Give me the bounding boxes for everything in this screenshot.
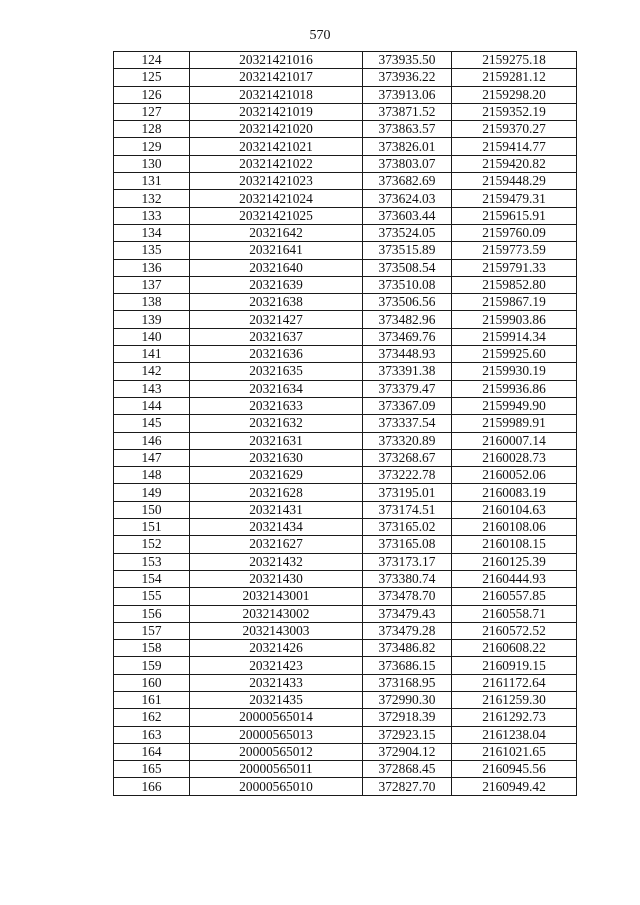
y-coordinate-cell: 2160028.73 — [452, 449, 577, 466]
point-id-cell: 20321426 — [190, 640, 363, 657]
x-coordinate-cell: 373165.08 — [363, 536, 452, 553]
point-id-cell: 20321421017 — [190, 69, 363, 86]
point-id-cell: 20321421025 — [190, 207, 363, 224]
y-coordinate-cell: 2161172.64 — [452, 674, 577, 691]
point-id-cell: 20321630 — [190, 449, 363, 466]
x-coordinate-cell: 373863.57 — [363, 121, 452, 138]
table-row — [114, 743, 577, 760]
point-id-cell: 20321627 — [190, 536, 363, 553]
y-coordinate-cell: 2159773.59 — [452, 242, 577, 259]
x-coordinate-cell: 372868.45 — [363, 761, 452, 778]
row-index-cell: 126 — [114, 86, 190, 103]
row-index-cell: 136 — [114, 259, 190, 276]
coordinates-table — [113, 51, 577, 796]
table-row — [114, 726, 577, 743]
y-coordinate-cell: 2160608.22 — [452, 640, 577, 657]
point-id-cell: 20321421018 — [190, 86, 363, 103]
row-index-cell: 129 — [114, 138, 190, 155]
row-index-cell: 130 — [114, 155, 190, 172]
x-coordinate-cell: 373173.17 — [363, 553, 452, 570]
point-id-cell: 20000565014 — [190, 709, 363, 726]
x-coordinate-cell: 373268.67 — [363, 449, 452, 466]
row-index-cell: 150 — [114, 501, 190, 518]
table-row — [114, 553, 577, 570]
x-coordinate-cell: 373486.82 — [363, 640, 452, 657]
y-coordinate-cell: 2159479.31 — [452, 190, 577, 207]
point-id-cell: 20321421016 — [190, 52, 363, 69]
x-coordinate-cell: 373391.38 — [363, 363, 452, 380]
y-coordinate-cell: 2160945.56 — [452, 761, 577, 778]
x-coordinate-cell: 373936.22 — [363, 69, 452, 86]
row-index-cell: 157 — [114, 622, 190, 639]
y-coordinate-cell: 2161238.04 — [452, 726, 577, 743]
point-id-cell: 20321435 — [190, 691, 363, 708]
table-row — [114, 570, 577, 587]
point-id-cell: 20321421020 — [190, 121, 363, 138]
x-coordinate-cell: 372923.15 — [363, 726, 452, 743]
row-index-cell: 125 — [114, 69, 190, 86]
y-coordinate-cell: 2159925.60 — [452, 346, 577, 363]
y-coordinate-cell: 2160083.19 — [452, 484, 577, 501]
row-index-cell: 132 — [114, 190, 190, 207]
row-index-cell: 151 — [114, 519, 190, 536]
x-coordinate-cell: 373682.69 — [363, 173, 452, 190]
point-id-cell: 20321431 — [190, 501, 363, 518]
row-index-cell: 160 — [114, 674, 190, 691]
row-index-cell: 137 — [114, 276, 190, 293]
table-row — [114, 415, 577, 432]
point-id-cell: 20321636 — [190, 346, 363, 363]
point-id-cell: 20321635 — [190, 363, 363, 380]
x-coordinate-cell: 373367.09 — [363, 397, 452, 414]
point-id-cell: 20321631 — [190, 432, 363, 449]
row-index-cell: 149 — [114, 484, 190, 501]
row-index-cell: 158 — [114, 640, 190, 657]
point-id-cell: 2032143003 — [190, 622, 363, 639]
x-coordinate-cell: 373506.56 — [363, 294, 452, 311]
point-id-cell: 20321421024 — [190, 190, 363, 207]
x-coordinate-cell: 373379.47 — [363, 380, 452, 397]
y-coordinate-cell: 2159867.19 — [452, 294, 577, 311]
table-row — [114, 363, 577, 380]
y-coordinate-cell: 2159414.77 — [452, 138, 577, 155]
row-index-cell: 139 — [114, 311, 190, 328]
row-index-cell: 135 — [114, 242, 190, 259]
table-row — [114, 346, 577, 363]
y-coordinate-cell: 2160572.52 — [452, 622, 577, 639]
x-coordinate-cell: 373826.01 — [363, 138, 452, 155]
row-index-cell: 161 — [114, 691, 190, 708]
table-row — [114, 622, 577, 639]
row-index-cell: 142 — [114, 363, 190, 380]
y-coordinate-cell: 2160104.63 — [452, 501, 577, 518]
coordinates-table-body — [114, 52, 577, 796]
table-row — [114, 242, 577, 259]
table-row — [114, 501, 577, 518]
point-id-cell: 20321629 — [190, 467, 363, 484]
x-coordinate-cell: 373174.51 — [363, 501, 452, 518]
point-id-cell: 20321642 — [190, 224, 363, 241]
point-id-cell: 20321433 — [190, 674, 363, 691]
y-coordinate-cell: 2160919.15 — [452, 657, 577, 674]
row-index-cell: 156 — [114, 605, 190, 622]
row-index-cell: 145 — [114, 415, 190, 432]
x-coordinate-cell: 373624.03 — [363, 190, 452, 207]
coordinates-table-container — [113, 51, 576, 796]
y-coordinate-cell: 2161292.73 — [452, 709, 577, 726]
row-index-cell: 143 — [114, 380, 190, 397]
table-row — [114, 761, 577, 778]
row-index-cell: 124 — [114, 52, 190, 69]
x-coordinate-cell: 373935.50 — [363, 52, 452, 69]
point-id-cell: 20321637 — [190, 328, 363, 345]
row-index-cell: 155 — [114, 588, 190, 605]
page-number: 570 — [309, 28, 331, 43]
table-row — [114, 224, 577, 241]
point-id-cell: 20321421021 — [190, 138, 363, 155]
x-coordinate-cell: 373479.28 — [363, 622, 452, 639]
y-coordinate-cell: 2159930.19 — [452, 363, 577, 380]
point-id-cell: 20321434 — [190, 519, 363, 536]
point-id-cell: 20000565013 — [190, 726, 363, 743]
y-coordinate-cell: 2160949.42 — [452, 778, 577, 795]
y-coordinate-cell: 2159275.18 — [452, 52, 577, 69]
x-coordinate-cell: 373380.74 — [363, 570, 452, 587]
table-row — [114, 155, 577, 172]
table-row — [114, 103, 577, 120]
row-index-cell: 162 — [114, 709, 190, 726]
y-coordinate-cell: 2160557.85 — [452, 588, 577, 605]
point-id-cell: 20321430 — [190, 570, 363, 587]
x-coordinate-cell: 373195.01 — [363, 484, 452, 501]
point-id-cell: 20321628 — [190, 484, 363, 501]
row-index-cell: 134 — [114, 224, 190, 241]
table-row — [114, 674, 577, 691]
y-coordinate-cell: 2161259.30 — [452, 691, 577, 708]
x-coordinate-cell: 373524.05 — [363, 224, 452, 241]
point-id-cell: 20321421019 — [190, 103, 363, 120]
table-row — [114, 519, 577, 536]
row-index-cell: 140 — [114, 328, 190, 345]
y-coordinate-cell: 2160444.93 — [452, 570, 577, 587]
y-coordinate-cell: 2159760.09 — [452, 224, 577, 241]
row-index-cell: 144 — [114, 397, 190, 414]
table-row — [114, 259, 577, 276]
x-coordinate-cell: 372827.70 — [363, 778, 452, 795]
row-index-cell: 164 — [114, 743, 190, 760]
row-index-cell: 138 — [114, 294, 190, 311]
point-id-cell: 20321641 — [190, 242, 363, 259]
row-index-cell: 128 — [114, 121, 190, 138]
x-coordinate-cell: 373803.07 — [363, 155, 452, 172]
row-index-cell: 148 — [114, 467, 190, 484]
x-coordinate-cell: 373222.78 — [363, 467, 452, 484]
point-id-cell: 20321421022 — [190, 155, 363, 172]
x-coordinate-cell: 373482.96 — [363, 311, 452, 328]
table-row — [114, 778, 577, 795]
x-coordinate-cell: 373478.70 — [363, 588, 452, 605]
point-id-cell: 20321632 — [190, 415, 363, 432]
table-row — [114, 397, 577, 414]
row-index-cell: 146 — [114, 432, 190, 449]
point-id-cell: 20321634 — [190, 380, 363, 397]
table-row — [114, 709, 577, 726]
x-coordinate-cell: 373515.89 — [363, 242, 452, 259]
table-row — [114, 449, 577, 466]
row-index-cell: 147 — [114, 449, 190, 466]
row-index-cell: 154 — [114, 570, 190, 587]
point-id-cell: 20321432 — [190, 553, 363, 570]
y-coordinate-cell: 2159989.91 — [452, 415, 577, 432]
table-row — [114, 328, 577, 345]
point-id-cell: 20321638 — [190, 294, 363, 311]
x-coordinate-cell: 373479.43 — [363, 605, 452, 622]
table-row — [114, 173, 577, 190]
row-index-cell: 133 — [114, 207, 190, 224]
y-coordinate-cell: 2159852.80 — [452, 276, 577, 293]
table-row — [114, 640, 577, 657]
x-coordinate-cell: 373469.76 — [363, 328, 452, 345]
y-coordinate-cell: 2159903.86 — [452, 311, 577, 328]
x-coordinate-cell: 373510.08 — [363, 276, 452, 293]
table-row — [114, 432, 577, 449]
x-coordinate-cell: 373337.54 — [363, 415, 452, 432]
point-id-cell: 20000565012 — [190, 743, 363, 760]
x-coordinate-cell: 372990.30 — [363, 691, 452, 708]
y-coordinate-cell: 2159914.34 — [452, 328, 577, 345]
x-coordinate-cell: 372904.12 — [363, 743, 452, 760]
x-coordinate-cell: 373165.02 — [363, 519, 452, 536]
x-coordinate-cell: 373168.95 — [363, 674, 452, 691]
table-row — [114, 380, 577, 397]
row-index-cell: 131 — [114, 173, 190, 190]
table-row — [114, 311, 577, 328]
point-id-cell: 20321421023 — [190, 173, 363, 190]
row-index-cell: 141 — [114, 346, 190, 363]
table-row — [114, 467, 577, 484]
x-coordinate-cell: 373871.52 — [363, 103, 452, 120]
x-coordinate-cell: 373686.15 — [363, 657, 452, 674]
point-id-cell: 20321633 — [190, 397, 363, 414]
table-row — [114, 276, 577, 293]
table-row — [114, 294, 577, 311]
y-coordinate-cell: 2159420.82 — [452, 155, 577, 172]
y-coordinate-cell: 2159281.12 — [452, 69, 577, 86]
y-coordinate-cell: 2159615.91 — [452, 207, 577, 224]
table-row — [114, 691, 577, 708]
y-coordinate-cell: 2160558.71 — [452, 605, 577, 622]
table-row — [114, 190, 577, 207]
point-id-cell: 20321423 — [190, 657, 363, 674]
row-index-cell: 127 — [114, 103, 190, 120]
y-coordinate-cell: 2160108.06 — [452, 519, 577, 536]
y-coordinate-cell: 2160052.06 — [452, 467, 577, 484]
row-index-cell: 152 — [114, 536, 190, 553]
point-id-cell: 20321427 — [190, 311, 363, 328]
point-id-cell: 20321639 — [190, 276, 363, 293]
table-row — [114, 484, 577, 501]
table-row — [114, 121, 577, 138]
row-index-cell: 153 — [114, 553, 190, 570]
y-coordinate-cell: 2159298.20 — [452, 86, 577, 103]
y-coordinate-cell: 2159949.90 — [452, 397, 577, 414]
table-row — [114, 69, 577, 86]
table-row — [114, 52, 577, 69]
x-coordinate-cell: 373913.06 — [363, 86, 452, 103]
y-coordinate-cell: 2159370.27 — [452, 121, 577, 138]
y-coordinate-cell: 2159448.29 — [452, 173, 577, 190]
table-row — [114, 605, 577, 622]
table-row — [114, 588, 577, 605]
x-coordinate-cell: 373448.93 — [363, 346, 452, 363]
row-index-cell: 165 — [114, 761, 190, 778]
y-coordinate-cell: 2161021.65 — [452, 743, 577, 760]
y-coordinate-cell: 2159936.86 — [452, 380, 577, 397]
point-id-cell: 20000565010 — [190, 778, 363, 795]
row-index-cell: 163 — [114, 726, 190, 743]
table-row — [114, 207, 577, 224]
point-id-cell: 2032143002 — [190, 605, 363, 622]
row-index-cell: 166 — [114, 778, 190, 795]
point-id-cell: 20321640 — [190, 259, 363, 276]
table-row — [114, 138, 577, 155]
y-coordinate-cell: 2160108.15 — [452, 536, 577, 553]
point-id-cell: 20000565011 — [190, 761, 363, 778]
y-coordinate-cell: 2159791.33 — [452, 259, 577, 276]
x-coordinate-cell: 372918.39 — [363, 709, 452, 726]
y-coordinate-cell: 2159352.19 — [452, 103, 577, 120]
x-coordinate-cell: 373320.89 — [363, 432, 452, 449]
table-row — [114, 86, 577, 103]
table-row — [114, 657, 577, 674]
table-row — [114, 536, 577, 553]
x-coordinate-cell: 373508.54 — [363, 259, 452, 276]
y-coordinate-cell: 2160007.14 — [452, 432, 577, 449]
y-coordinate-cell: 2160125.39 — [452, 553, 577, 570]
point-id-cell: 2032143001 — [190, 588, 363, 605]
x-coordinate-cell: 373603.44 — [363, 207, 452, 224]
row-index-cell: 159 — [114, 657, 190, 674]
